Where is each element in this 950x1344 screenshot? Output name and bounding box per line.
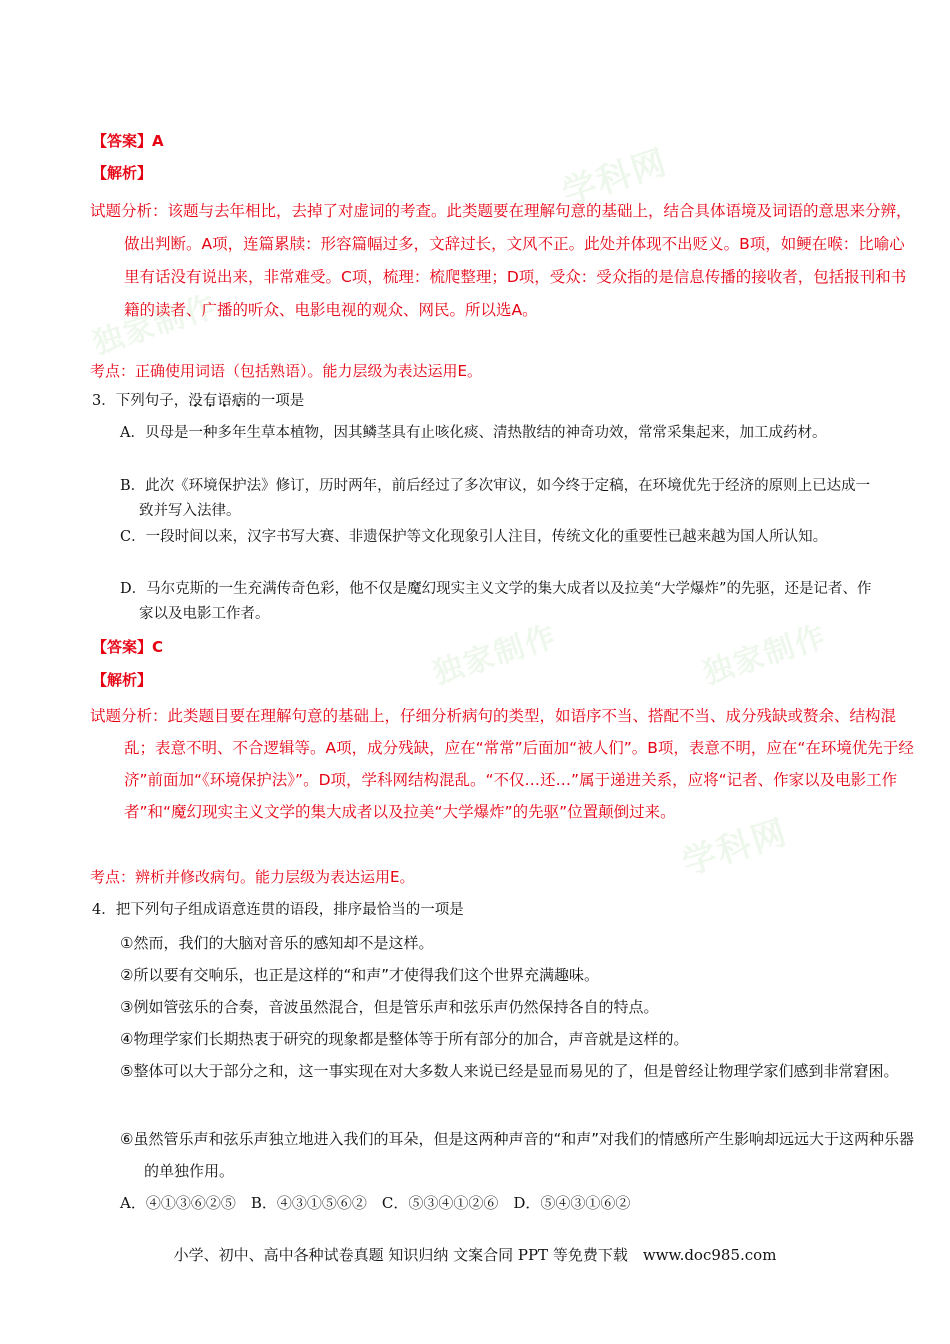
kaodian-2: 考点：辨析并修改病句。能力层级为表达运用E。 bbox=[90, 868, 415, 886]
watermark: 学科网 bbox=[677, 812, 793, 884]
answer-label-1: 【答案】A bbox=[92, 132, 164, 150]
question-3-option-a: A．贝母是一种多年生草本植物，因其鳞茎具有止咳化痰、清热散结的神奇功效，常常采集起来，加工成药材。 bbox=[120, 425, 827, 441]
answer-label-2: 【答案】C bbox=[92, 638, 164, 656]
question-4-stem: 4．把下列句子组成语意连贯的语段，排序最恰当的一项是 bbox=[92, 902, 464, 918]
page-footer: 小学、初中、高中各种试卷真题 知识归纳 文案合同 PPT 等免费下载 www.doc985.com bbox=[173, 1246, 777, 1264]
question-4-choices: A．④①③⑥②⑤ B．④③①⑤⑥② C．⑤③④①②⑥ D．⑤④③①⑥② bbox=[120, 1194, 631, 1212]
watermark: 独家制作 bbox=[428, 618, 562, 692]
question-4-sentence: ①然而，我们的大脑对音乐的感知却不是这样。 bbox=[120, 934, 434, 952]
question-4-sentence: ③例如管弦乐的合奏，音波虽然混合，但是管乐声和弦乐声仍然保持各自的特点。 bbox=[120, 998, 659, 1016]
analysis-label-1: 【解析】 bbox=[92, 164, 153, 182]
question-3-stem: 3．下列句子，没有语病的一项是 bbox=[92, 393, 305, 409]
question-4-sentence: ④物理学家们长期热衷于研究的现象都是整体等于所有部分的加合，声音就是这样的。 bbox=[120, 1030, 689, 1048]
kaodian-1: 考点：正确使用词语（包括熟语）。能力层级为表达运用E。 bbox=[90, 362, 482, 380]
question-3-option-b: B．此次《环境保护法》修订，历时两年，前后经过了多次审议，如今终于定稿，在环境优先于经济的原则上已达成一致并写入法律。 bbox=[120, 478, 871, 519]
watermark: 学科网 bbox=[557, 142, 673, 214]
watermark: 独家制作 bbox=[88, 288, 222, 362]
question-3-option-c: C．一段时间以来，汉字书写大赛、非遗保护等文化现象引人注目，传统文化的重要性已越来越为国人所认知。 bbox=[120, 529, 828, 545]
question-4-sentence: ⑤整体可以大于部分之和，这一事实现在对大多数人来说已经是显而易见的了，但是曾经让物理学家们感到非常窘困。 bbox=[120, 1062, 899, 1080]
question-4-sentence: ⑥虽然管乐声和弦乐声独立地进入我们的耳朵，但是这两种声音的“和声”对我们的情感所产生影响却远远大于这两种乐器的单独作用。 bbox=[120, 1130, 914, 1180]
analysis-label-2: 【解析】 bbox=[92, 671, 153, 689]
question-3-option-d: D．马尔克斯的一生充满传奇色彩，他不仅是魔幻现实主义文学的集大成者以及拉美“大学爆炸”的先驱，还是记者、作家以及电影工作者。 bbox=[120, 581, 872, 622]
analysis-text-1: 试题分析：该题与去年相比，去掉了对虚词的考查。此类题要在理解句意的基础上，结合具体语境及词语的意思来分辨，做出判断。A项，连篇累牍：形容篇幅过多，文辞过长，文风不正。此处并体现不出贬义。B项，如鲠在喉：比喻心里有话没有说出来，非常难受。C项，梳理：梳爬整理；D项，受众：受众指的是信息传播的接收者，包括报刊和书籍的读者、广播的听众、电影电视的观众、网民。所以选A。 bbox=[90, 202, 912, 319]
watermark: 独家制作 bbox=[698, 618, 832, 692]
analysis-text-2: 试题分析：此类题目要在理解句意的基础上，仔细分析病句的类型，如语序不当、搭配不当、成分残缺或赘余、结构混乱；表意不明、不合逻辑等。A项，成分残缺，应在“常常”后面加“被人们”。B项，表意不明，应在“在环境优先于经济”前面加“《环境保护法》”。D项，学科网结构混乱。“不仅…还…”属于递进关系，应将“记者、作家以及电影工作者”和“魔幻现实主义文学的集大成者以及拉美“大学爆炸”的先驱”位置颠倒过来。 bbox=[90, 707, 914, 821]
question-4-sentence: ②所以要有交响乐，也正是这样的“和声”才使得我们这个世界充满趣味。 bbox=[120, 966, 599, 984]
